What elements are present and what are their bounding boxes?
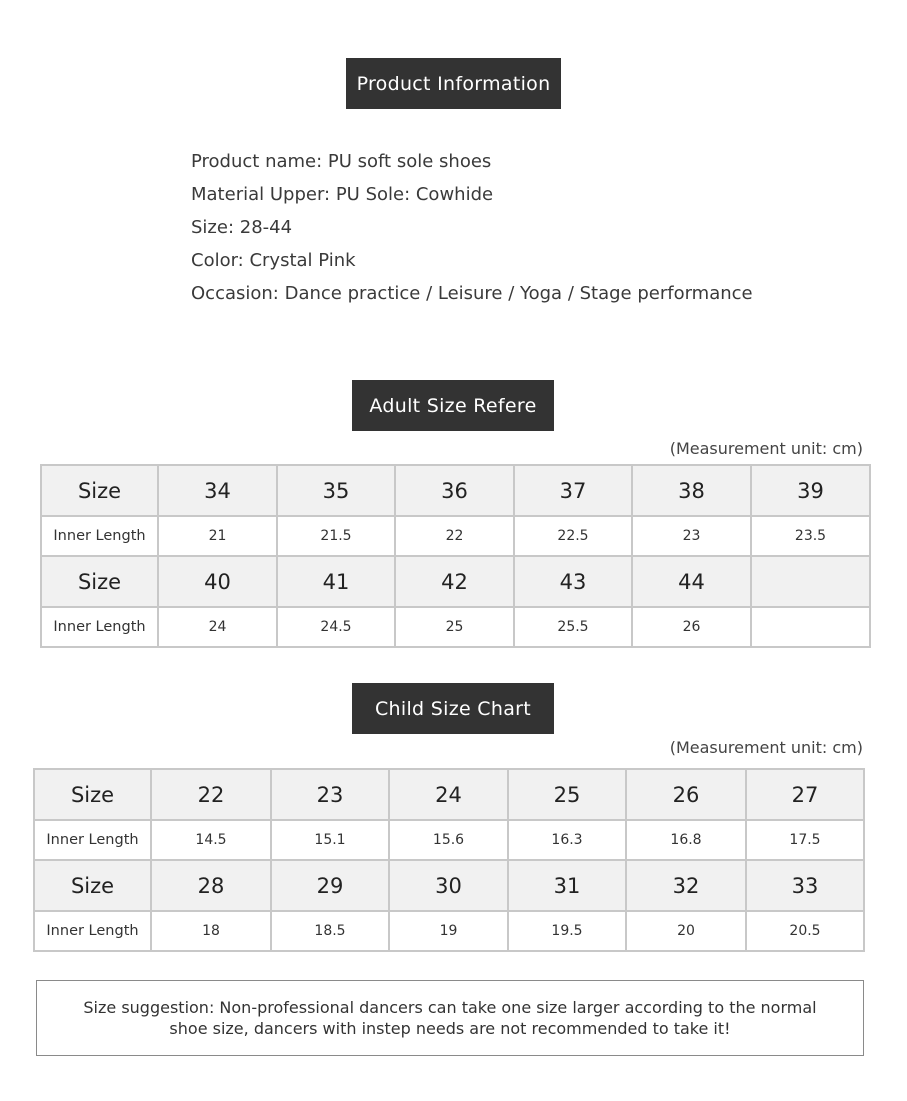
length-cell: 26 [632, 607, 751, 647]
table-row [41, 465, 870, 516]
size-cell: 40 [158, 556, 277, 607]
length-cell: 19.5 [508, 911, 626, 951]
size-cell: 39 [751, 465, 870, 516]
table-row [34, 860, 864, 911]
length-cell: 19 [389, 911, 508, 951]
table-row [41, 556, 870, 607]
length-cell: 16.3 [508, 820, 626, 860]
inner-length-label-cell: Inner Length [41, 607, 158, 647]
size-suggestion-box [36, 980, 864, 1056]
material-line: Material Upper: PU Sole: Cowhide [191, 184, 494, 205]
length-cell: 23.5 [751, 516, 870, 556]
size-label-cell: Size [34, 860, 151, 911]
length-cell: 18.5 [271, 911, 389, 951]
size-cell: 43 [514, 556, 632, 607]
size-cell: 37 [514, 465, 632, 516]
adult-size-table [40, 464, 871, 648]
table-row [34, 820, 864, 860]
size-cell: 25 [508, 769, 626, 820]
length-cell: 22 [395, 516, 514, 556]
size-cell: 23 [271, 769, 389, 820]
adult-size-heading: Adult Size Refere [352, 380, 554, 431]
table-row [41, 516, 870, 556]
occasion-line: Occasion: Dance practice / Leisure / Yoga / Stage performance [191, 283, 753, 304]
product-name-line: Product name: PU soft sole shoes [191, 151, 492, 172]
size-cell: 31 [508, 860, 626, 911]
size-label-cell: Size [41, 465, 158, 516]
length-cell: 21 [158, 516, 277, 556]
size-cell: 44 [632, 556, 751, 607]
size-label-cell: Size [41, 556, 158, 607]
table-row [34, 769, 864, 820]
size-cell [751, 556, 870, 607]
size-cell: 27 [746, 769, 864, 820]
size-cell: 28 [151, 860, 271, 911]
size-cell: 36 [395, 465, 514, 516]
length-cell: 16.8 [626, 820, 746, 860]
size-range-line: Size: 28-44 [191, 217, 293, 238]
length-cell: 21.5 [277, 516, 395, 556]
length-cell: 18 [151, 911, 271, 951]
product-info-list [191, 145, 753, 310]
adult-unit-note: (Measurement unit: cm) [669, 439, 863, 458]
length-cell: 20 [626, 911, 746, 951]
length-cell: 17.5 [746, 820, 864, 860]
length-cell [751, 607, 870, 647]
inner-length-label-cell: Inner Length [34, 911, 151, 951]
size-cell: 26 [626, 769, 746, 820]
length-cell: 24 [158, 607, 277, 647]
size-cell: 22 [151, 769, 271, 820]
size-cell: 24 [389, 769, 508, 820]
table-row [41, 607, 870, 647]
size-cell: 30 [389, 860, 508, 911]
size-cell: 42 [395, 556, 514, 607]
length-cell: 20.5 [746, 911, 864, 951]
size-cell: 41 [277, 556, 395, 607]
inner-length-label-cell: Inner Length [41, 516, 158, 556]
size-cell: 33 [746, 860, 864, 911]
length-cell: 24.5 [277, 607, 395, 647]
size-cell: 35 [277, 465, 395, 516]
table-row [34, 911, 864, 951]
child-size-heading: Child Size Chart [352, 683, 554, 734]
child-unit-note: (Measurement unit: cm) [669, 738, 863, 757]
size-cell: 32 [626, 860, 746, 911]
length-cell: 22.5 [514, 516, 632, 556]
length-cell: 25.5 [514, 607, 632, 647]
size-cell: 34 [158, 465, 277, 516]
product-info-heading: Product Information [346, 58, 561, 109]
length-cell: 14.5 [151, 820, 271, 860]
length-cell: 25 [395, 607, 514, 647]
size-label-cell: Size [34, 769, 151, 820]
size-cell: 38 [632, 465, 751, 516]
inner-length-label-cell: Inner Length [34, 820, 151, 860]
length-cell: 23 [632, 516, 751, 556]
size-suggestion-text: Size suggestion: Non-professional dancers can take one size larger according to the normal shoe size, dancers with instep needs are not recommended to take it! [83, 998, 817, 1038]
child-size-table [33, 768, 865, 952]
length-cell: 15.6 [389, 820, 508, 860]
length-cell: 15.1 [271, 820, 389, 860]
color-line: Color: Crystal Pink [191, 250, 356, 271]
size-cell: 29 [271, 860, 389, 911]
